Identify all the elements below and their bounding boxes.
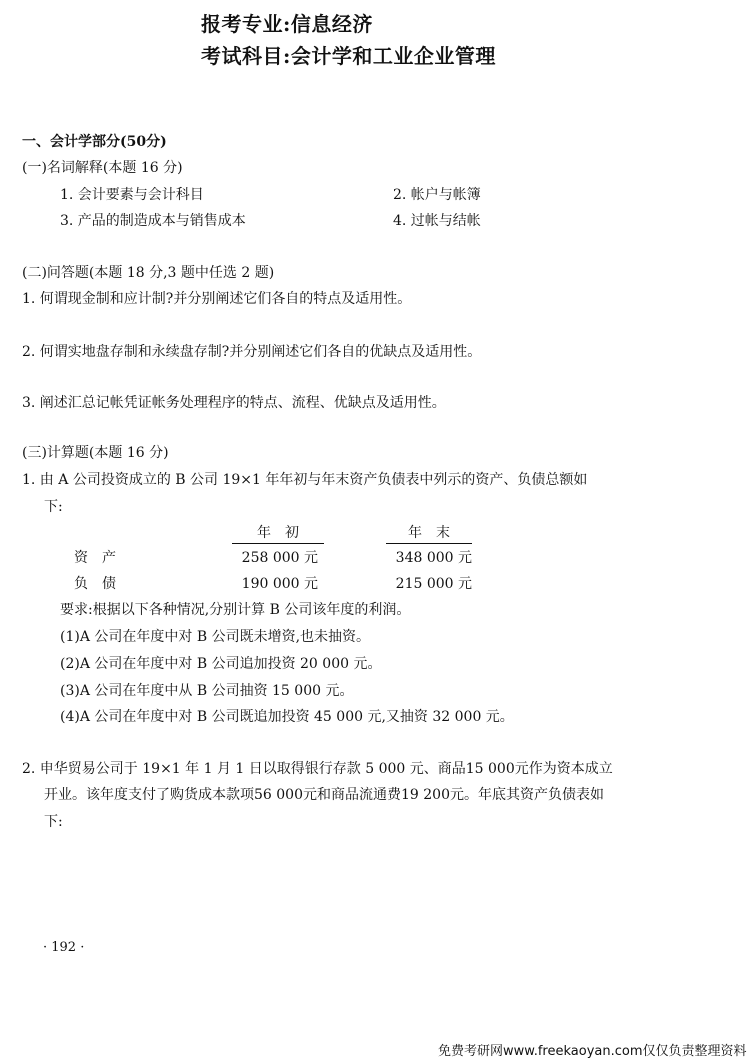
- table-cell-end: 215 000 元: [395, 576, 472, 592]
- term-item-3: 3. 产品的制造成本与销售成本: [60, 213, 246, 229]
- calc-q1-case-1: (1)A 公司在年度中对 B 公司既未增资,也未抽资。: [60, 629, 371, 645]
- calc-q1-line2: 下:: [44, 499, 63, 515]
- calc-q2-line3: 下:: [44, 814, 63, 830]
- table-row-label: 资 产: [74, 550, 116, 566]
- table-header-end: 年 末: [386, 522, 472, 544]
- qa-item-3: 3. 阐述汇总记帐凭证帐务处理程序的特点、流程、优缺点及适用性。: [22, 395, 446, 411]
- table-cell-end: 348 000 元: [395, 550, 472, 566]
- calc-q1-line1: 1. 由 A 公司投资成立的 B 公司 19×1 年年初与年末资产负债表中列示的资产、负债总额如: [22, 472, 588, 488]
- table-row-label: 负 债: [74, 576, 116, 592]
- calc-q1-requirement: 要求:根据以下各种情况,分别计算 B 公司该年度的利润。: [60, 602, 411, 618]
- term-item-1: 1. 会计要素与会计科目: [60, 187, 204, 203]
- table-cell-begin: 258 000 元: [241, 550, 318, 566]
- calc-q2-line2: 开业。该年度支付了购货成本款项56 000元和商品流通费19 200元。年底其资产负债表如: [44, 787, 604, 803]
- table-cell-begin: 190 000 元: [241, 576, 318, 592]
- footer-source: 免费考研网www.freekaoyan.com仅仅负责整理资料: [438, 1044, 747, 1059]
- table-header-begin: 年 初: [232, 522, 324, 544]
- calc-q1-case-2: (2)A 公司在年度中对 B 公司追加投资 20 000 元。: [60, 656, 382, 672]
- qa-item-1: 1. 何谓现金制和应计制?并分别阐述它们各自的特点及适用性。: [22, 291, 412, 307]
- page-number: · 192 ·: [43, 940, 85, 955]
- calc-heading: (三)计算题(本题 16 分): [22, 445, 169, 461]
- qa-heading: (二)问答题(本题 18 分,3 题中任选 2 题): [22, 265, 275, 281]
- header-major: 报考专业:信息经济: [201, 12, 373, 36]
- calc-q2-line1: 2. 申华贸易公司于 19×1 年 1 月 1 日以取得银行存款 5 000 元、商品15 000元作为资本成立: [22, 761, 613, 777]
- calc-q1-case-4: (4)A 公司在年度中对 B 公司既追加投资 45 000 元,又抽资 32 000 元。: [60, 709, 514, 725]
- term-item-2: 2. 帐户与帐簿: [393, 187, 481, 203]
- calc-q1-case-3: (3)A 公司在年度中从 B 公司抽资 15 000 元。: [60, 683, 354, 699]
- header-subject: 考试科目:会计学和工业企业管理: [201, 44, 496, 68]
- qa-item-2: 2. 何谓实地盘存制和永续盘存制?并分别阐述它们各自的优缺点及适用性。: [22, 344, 482, 360]
- term-item-4: 4. 过帐与结帐: [393, 213, 481, 229]
- part1-title: 一、会计学部分(50分): [22, 134, 167, 150]
- terms-heading: (一)名词解释(本题 16 分): [22, 160, 183, 176]
